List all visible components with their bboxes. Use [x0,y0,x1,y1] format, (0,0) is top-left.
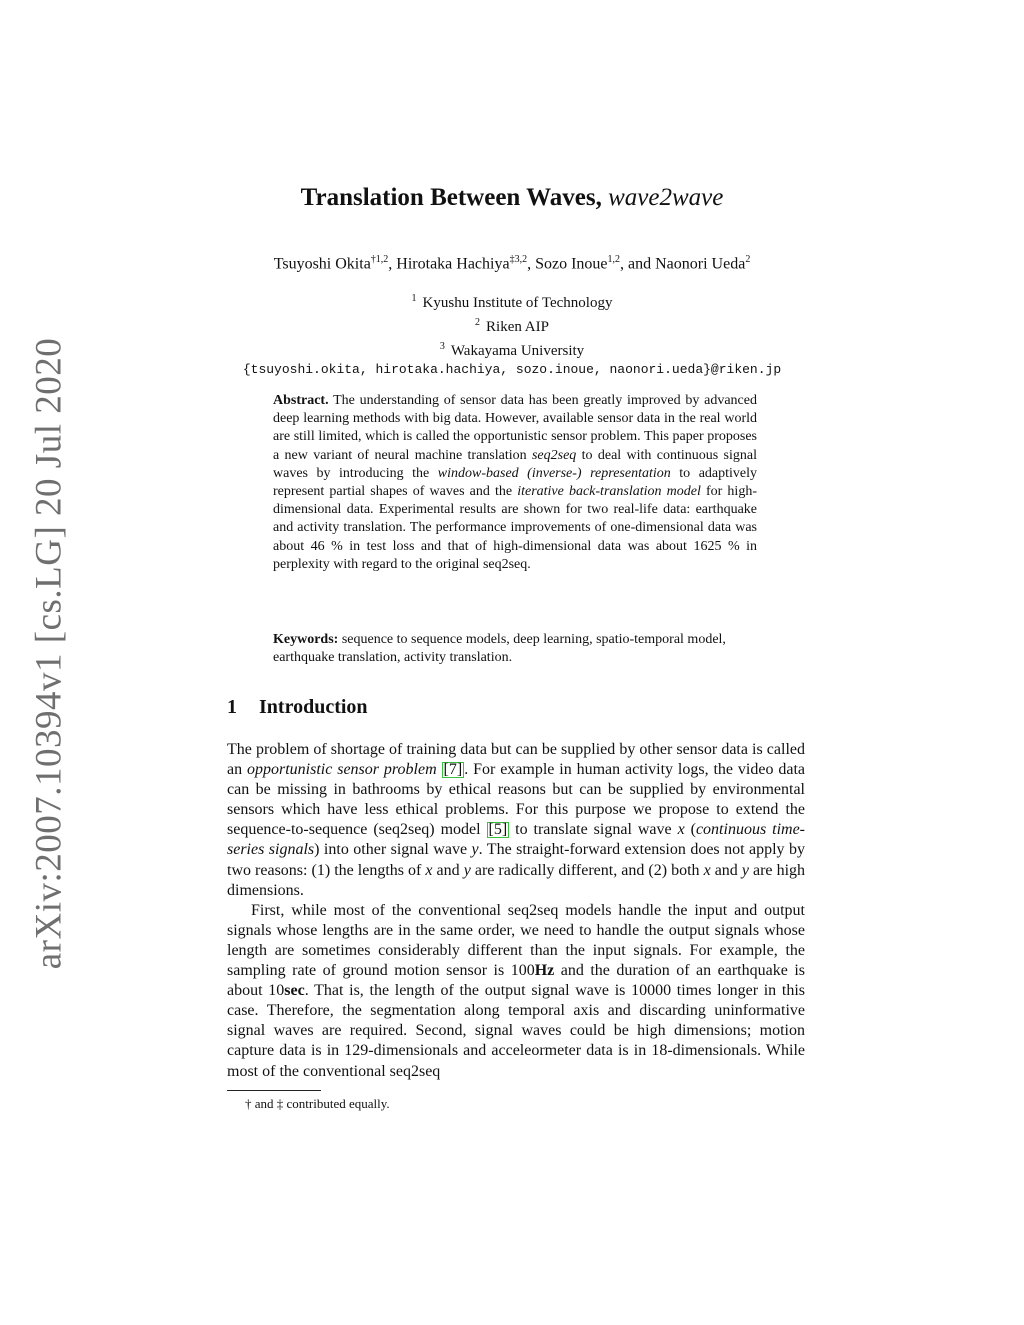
text-run: . That is, the length of the output signal wave is 10000 times longer in this case. Therefore, the segmentation along temporal axis and discarding uninformative signal waves are required. Second, signal waves could be high dimensions; motion capture data is in 129-dimensionals and acceleormeter data is in 18-dimensionals. While most of the conventional seq2seq [227,982,805,1080]
emphasis: continuous time-series signals [227,821,805,859]
affiliation-block [0,289,1024,379]
keywords-label: Keywords: [273,632,339,647]
paragraph [227,901,805,1082]
abstract-term: seq2seq [531,447,577,463]
text-run: are high dimensions. [227,861,806,899]
footnote: † and ‡ contributed equally. [245,1096,390,1111]
affiliation-number: 3 [439,341,445,352]
author-ueda-mark: 2 [745,254,751,265]
section-heading [227,696,368,719]
text-run: ) into other signal wave [314,841,472,859]
text-run: ( [684,821,696,839]
abstract-term: window-based (inverse-) representation [437,465,671,481]
abstract-text: to deal with continuous signal waves by introducing the [273,447,757,481]
math-variable: y [463,861,471,879]
introduction-body [227,740,805,1082]
text-run: to translate signal wave [509,821,678,839]
text-run: . The straight-forward extension does not apply by two reasons: (1) the lengths of [227,841,806,879]
text-run: and [710,861,742,879]
unit-bold: Hz [534,962,555,980]
text-run: . For example in human activity logs, the video data can be missing in bathrooms by ethical reasons but can be supplied by environmental sensors which have less ethical problems. For this purpose we propose to extend the sequence-to-sequence (seq2seq) model [227,761,806,839]
text-run: and [432,861,464,879]
math-variable: y [741,861,749,879]
unit-bold: sec [284,982,305,1000]
affiliation-line [0,337,1024,361]
affiliation-name: Riken AIP [486,319,549,335]
author-list [0,254,1024,273]
affiliation-line [0,313,1024,337]
text-run: The problem of shortage of training data but can be supplied by other sensor data is called an [227,741,805,779]
author-okita-mark: †1,2 [370,254,389,265]
author-okita: Tsuyoshi Okita [273,255,371,273]
author-hachiya-mark: ‡3,2 [509,254,528,265]
arxiv-stamp-text: arXiv:2007.10394v1 [cs.LG] 20 Jul 2020 [28,337,70,969]
abstract-text: to adaptively represent partial shapes of waves and the [273,465,758,500]
section-number: 1 [227,696,237,718]
math-variable: x [703,861,711,879]
keywords-text: sequence to sequence models, deep learning, spatio-temporal model, earthquake translation, activity translation. [273,632,726,666]
citation-number: 5 [493,821,502,839]
paper-title [0,184,1024,212]
abstract [273,392,757,574]
emphasis: opportunistic sensor problem [247,761,437,779]
affiliation-name: Wakayama University [450,343,585,359]
math-variable: y [471,841,479,859]
abstract-term: iterative back-translation model [517,484,701,500]
author-hachiya: , Hirotaka Hachiya [388,255,510,273]
text-run: and the duration of an earthquake is about 10 [227,962,806,1000]
math-variable: x [677,821,685,839]
author-ueda: , and Naonori Ueda [620,255,746,273]
citation-link[interactable]: [7] [443,761,463,779]
text-run: First, while most of the conventional seq2seq models handle the input and output signals whose lengths are in the same order, we need to handle the output signals whose length are sometimes considerably different than the input signals. For example, the sampling rate of ground motion sensor is 100 [227,901,805,980]
affiliation-line [0,289,1024,313]
affiliation-number: 2 [475,317,481,328]
author-inoue: , Sozo Inoue [527,255,608,273]
title-main: Translation Between Waves, [300,184,602,211]
abstract-text: The understanding of sensor data has been greatly improved by advanced deep learning methods with big data. However, available sensor data in the real world are still limited, which is called the opportunistic sensor problem. This paper proposes a new variant of neural machine translation [273,393,757,463]
footnote-divider [227,1090,321,1091]
citation-link[interactable]: [5] [488,821,508,839]
arxiv-identifier-stamp [28,337,70,969]
abstract-text: for high-dimensional data. Experimental results are shown for two real-life data: earthquake and activity translation. The performance improvements of one-dimensional data was about 46 % in test loss and that of high-dimensional data was about 1625 % in perplexity with regard to the original seq2seq. [273,484,757,572]
text-run: are radically different, and (2) both [470,861,704,879]
math-variable: x [425,861,433,879]
author-inoue-mark: 1,2 [607,254,621,265]
section-title: Introduction [259,696,368,718]
keywords [273,631,761,667]
paragraph [227,740,805,901]
title-italic: wave2wave [608,184,724,211]
citation-number: 7 [448,761,457,779]
affiliation-name: Kyushu Institute of Technology [422,295,613,311]
abstract-label: Abstract. [273,393,329,408]
affiliation-number: 1 [411,293,417,304]
author-emails: {tsuyoshi.okita, hirotaka.hachiya, sozo.inoue, naonori.ueda}@riken.jp [242,362,782,377]
